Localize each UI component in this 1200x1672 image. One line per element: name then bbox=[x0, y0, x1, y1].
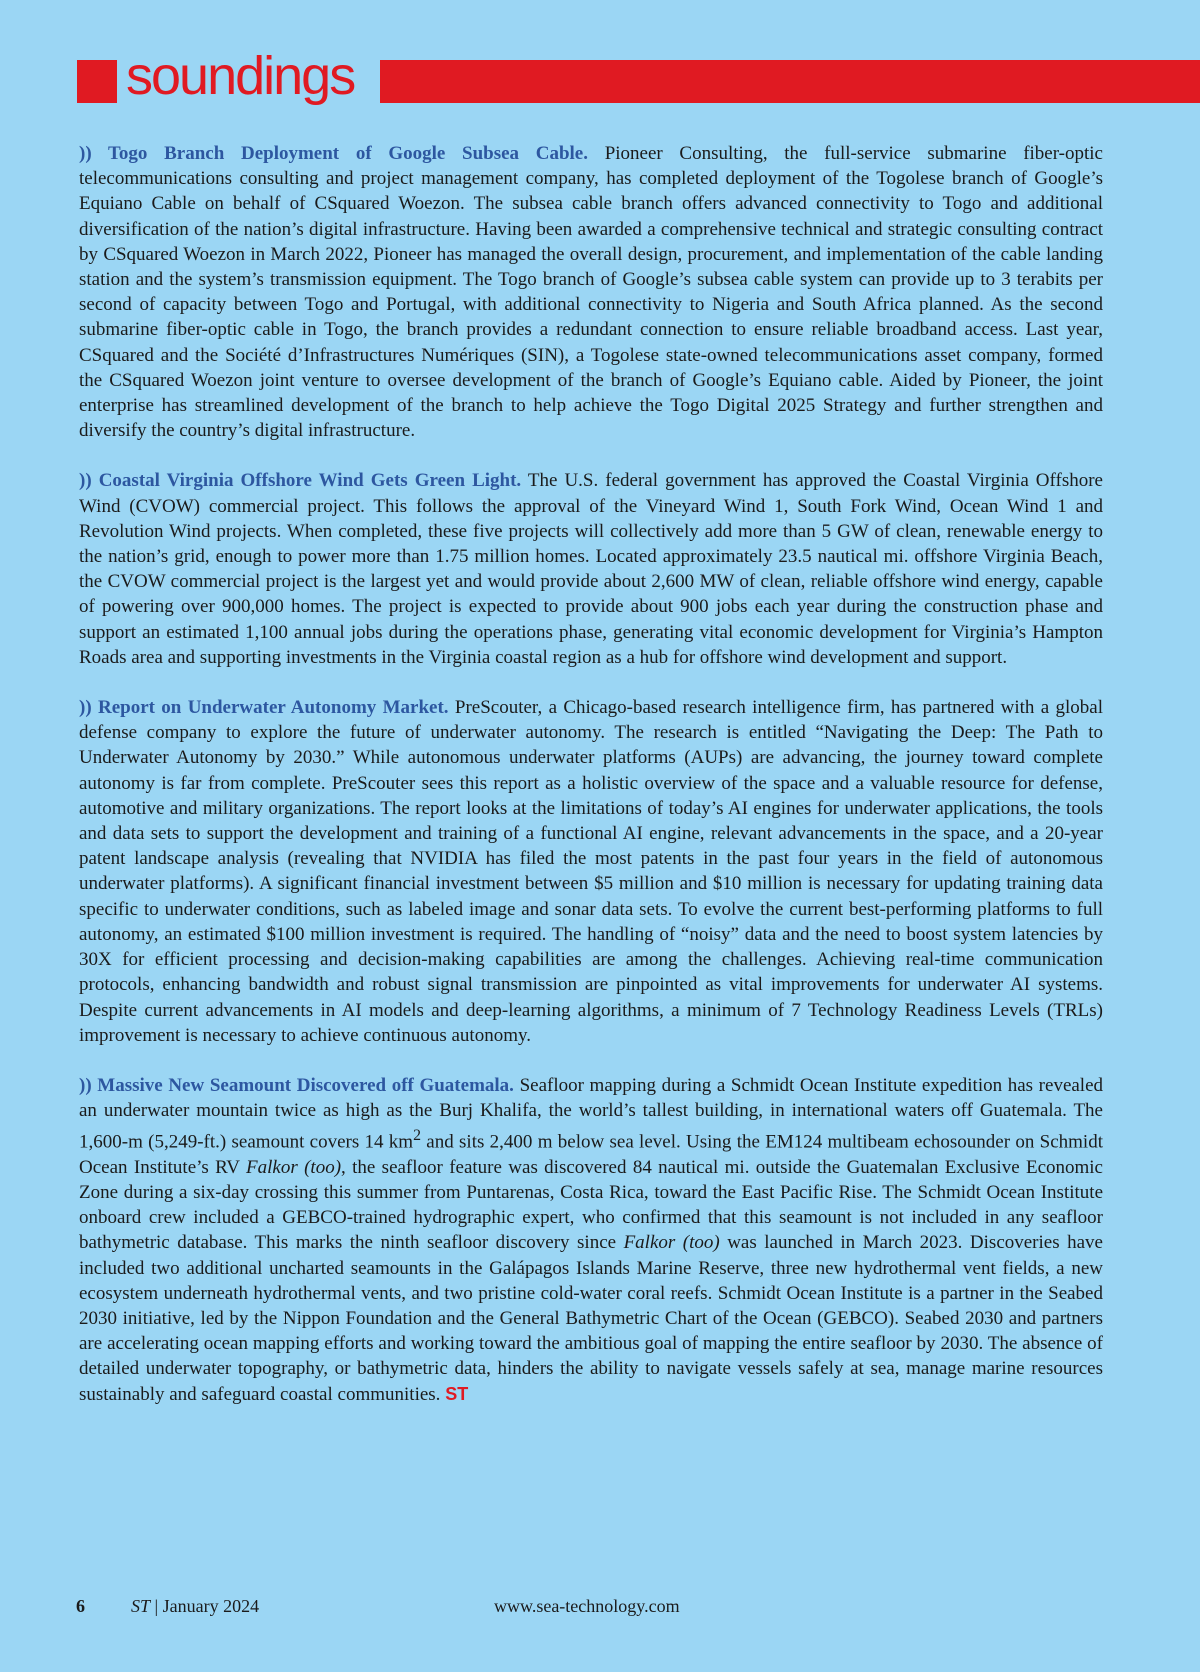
end-mark: ST bbox=[445, 1383, 469, 1404]
article-body: The U.S. federal government has approved the Coastal Virginia Offshore Wind (CVOW) commercial project. This follows the approval of the Vineyard Wind 1, South Fork Wind, Ocean Wind 1 and Revolution Wind projects. When completed, these five projects will collectively add more than 5 GW of clean, renewable energy to the nation’s grid, enough to power more than 1.75 million homes. Located approximately 23.5 nautical mi. offshore Virginia Beach, the CVOW commercial project is the largest yet and would provide about 2,600 MW of clean, reliable offshore wind energy, capable of powering over 900,000 homes. The project is expected to provide about 900 jobs each year during the construction phase and support an estimated 1,100 annual jobs during the operations phase, generating vital economic development for Virginia’s Hampton Roads area and supporting investments in the Virginia coastal region as a hub for offshore wind development and support. bbox=[79, 470, 1103, 668]
article-headline: )) Massive New Seamount Discovered off Guatemala. bbox=[79, 1074, 514, 1096]
article-body-part: Seafloor mapping during a Schmidt Ocean Institute expedition has revealed an underwater mountain twice as high as the Burj Khalifa, the world’s tallest building, in international waters off Guatemala. The 1,600-m (5,249-ft.) seamount covers 14 km bbox=[79, 1074, 1104, 1153]
article-virginia-wind bbox=[79, 468, 1103, 670]
article-underwater-autonomy bbox=[79, 695, 1103, 1048]
article-body: Pioneer Consulting, the full-service submarine fiber-optic telecommunications consulting and project management company, has completed deployment of the Togolese branch of Google’s Equiano Cable on behalf of CSquared Woezon. The subsea cable branch offers advanced connectivity to Togo and additional diversification of the nation’s digital infrastructure. Having been awarded a comprehensive technical and strategic consulting contract by CSquared Woezon in March 2022, Pioneer has managed the overall design, procurement, and implementation of the cable landing station and the system’s transmission equipment. The Togo branch of Google’s subsea cable system can provide up to 3 terabits per second of capacity between Togo and Portugal, with additional connectivity to Nigeria and South Africa planned. As the second submarine fiber-optic cable in Togo, the branch provides a redundant connection to ensure reliable broadband access. Last year, CSquared and the Société d’Infrastructures Numériques (SIN), a Togolese state-owned telecommunications asset company, formed the CSquared Woezon joint venture to oversee development of the branch of Google’s Equiano cable. Aided by Pioneer, the joint enterprise has streamlined development of the branch to help achieve the Togo Digital 2025 Strategy and further strengthen and diversify the country’s digital infrastructure. bbox=[79, 143, 1103, 442]
header-red-square bbox=[77, 60, 117, 103]
publication-name: ST bbox=[131, 1596, 151, 1616]
page-number: 6 bbox=[76, 1596, 85, 1616]
superscript: 2 bbox=[413, 1127, 422, 1145]
publication-issue bbox=[131, 1596, 259, 1617]
website-url[interactable]: www.sea-technology.com bbox=[494, 1596, 680, 1616]
article-headline: )) Report on Underwater Autonomy Market. bbox=[79, 697, 449, 719]
page-footer bbox=[0, 1596, 1200, 1626]
article-togo-cable bbox=[79, 141, 1103, 443]
article-column bbox=[79, 141, 1103, 1432]
article-body-part: and sits 2,400 m below sea level. Using the EM124 multibeam echosounder on Schmidt Ocean Institute’s RV bbox=[79, 1131, 1103, 1178]
article-body: PreScouter, a Chicago-based research intelligence firm, has partnered with a global defense company to explore the future of underwater autonomy. The research is entitled “Navigating the Deep: The Path to Underwater Autonomy by 2030.” While autonomous underwater platforms (AUPs) are advancing, the journey toward complete autonomy is far from complete. PreScouter sees this report as a holistic overview of the space and a valuable resource for defense, automotive and military organizations. The report looks at the limitations of today’s AI engines for underwater applications, the tools and data sets to support the development and training of a functional AI engine, relevant advancements in the space, and a 20-year patent landscape analysis (revealing that NVIDIA has filed the most patents in the past four years in the field of autonomous underwater platforms). A significant financial investment between $5 million and $10 million is necessary for updating training data specific to underwater conditions, such as labeled image and sonar data sets. To evolve the current best-performing platforms to full autonomy, an estimated $100 million investment is required. The handling of “noisy” data and the need to boost system latencies by 30X for efficient processing and decision-making capabilities are among the challenges. Achieving real-time communication protocols, enhancing bandwidth and robust signal transmission are pinpointed as vital improvements for underwater AI systems. Despite current advancements in AI models and deep-learning algorithms, a minimum of 7 Technology Readiness Levels (TRLs) improvement is necessary to achieve continuous autonomy. bbox=[79, 697, 1104, 1046]
article-body-part: was launched in March 2023. Discoveries have included two additional uncharted seamounts in the Galápagos Islands Marine Reserve, three new hydrothermal vent fields, a new ecosystem underneath hydrothermal vents, and two pristine cold-water coral reefs. Schmidt Ocean Institute is a partner in the Seabed 2030 initiative, led by the Nippon Foundation and the General Bathymetric Chart of the Ocean (GEBCO). Seabed 2030 and partners are accelerating ocean mapping efforts and working toward the ambitious goal of mapping the entire seafloor by 2030. The absence of detailed underwater topography, or bathymetric data, hinders the ability to navigate vessels safely at sea, manage marine resources sustainably and safeguard coastal communities. bbox=[79, 1232, 1103, 1405]
issue-date: | January 2024 bbox=[154, 1596, 260, 1616]
article-headline: )) Coastal Virginia Offshore Wind Gets Green Light. bbox=[79, 470, 522, 492]
article-headline: )) Togo Branch Deployment of Google Subsea Cable. bbox=[79, 143, 588, 164]
article-guatemala-seamount bbox=[79, 1073, 1103, 1407]
section-header bbox=[0, 46, 1200, 112]
vessel-name: Falkor (too) bbox=[623, 1232, 720, 1254]
article-body-part: , the seafloor feature was discovered 84 nautical mi. outside the Guatemalan Exclusive Economic Zone during a six-day crossing this summer from Puntarenas, Costa Rica, toward the East Pacific Rise. The Schmidt Ocean Institute onboard crew included a GEBCO-trained hydrographic expert, who confirmed that this seamount is not included in any seafloor bathymetric database. This marks the ninth seafloor discovery since bbox=[79, 1156, 1103, 1254]
header-red-bar bbox=[380, 60, 1200, 103]
vessel-name: Falkor (too) bbox=[246, 1156, 342, 1178]
section-title: soundings bbox=[126, 46, 355, 106]
